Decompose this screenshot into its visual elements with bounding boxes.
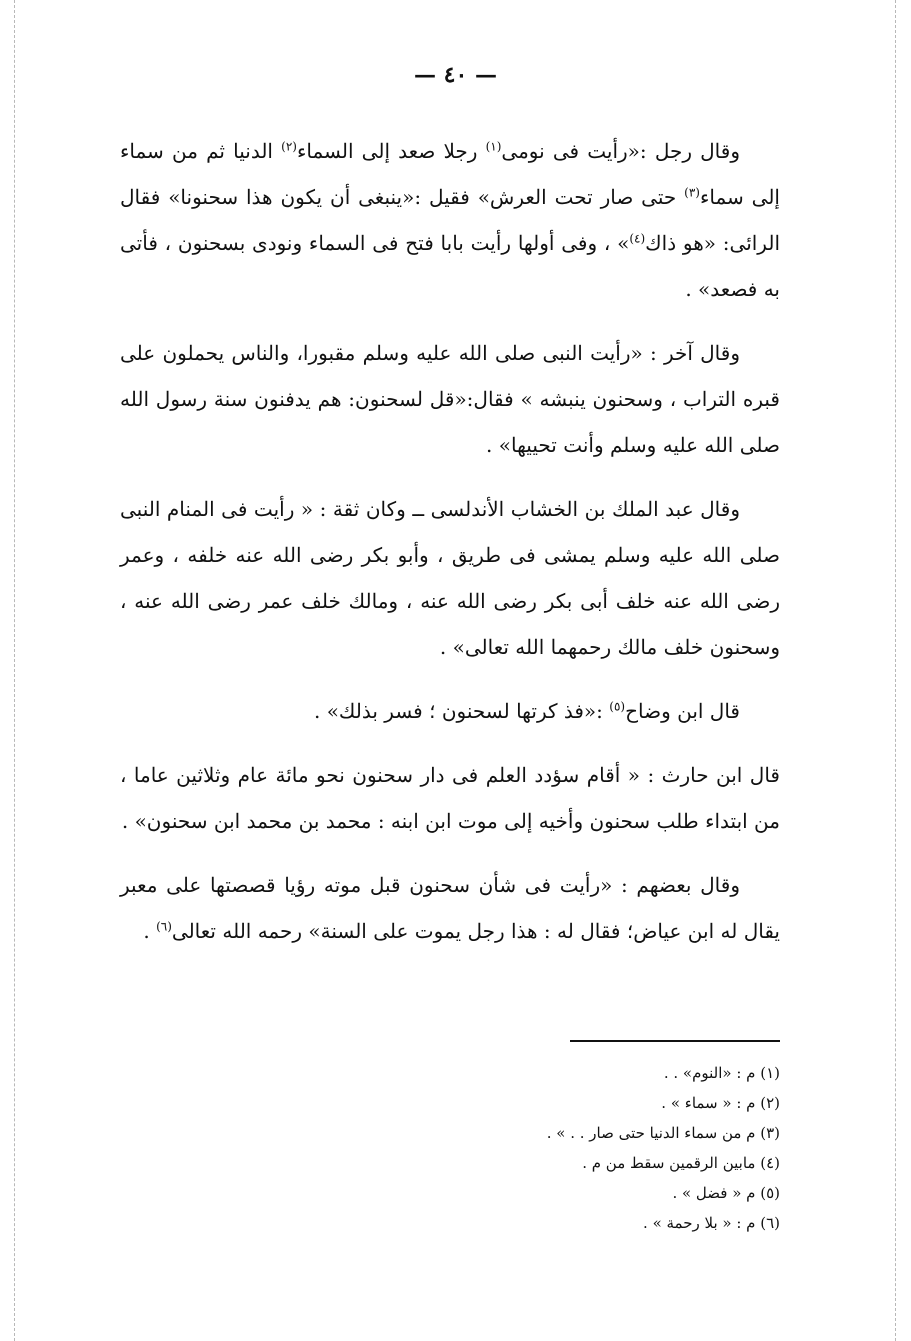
text-run: رجلا صعد إلى السماء <box>296 139 486 163</box>
footnote-divider <box>570 1040 780 1042</box>
paragraph <box>120 330 780 468</box>
main-text <box>120 128 780 972</box>
footnotes <box>400 1058 780 1238</box>
paragraph <box>120 752 780 844</box>
text-run: وقال آخر : «رأيت النبى صلى الله عليه وسلم مقبورا، والناس يحملون على قبره التراب ، وسحنون ينبشه » فقال:«قل لسحنون: هم يدفنون سنة رسول الله صلى الله عليه وسلم وأنت تحييها» . <box>120 341 780 457</box>
scan-edge-right <box>895 0 896 1341</box>
footnote-marker: (٣) <box>684 185 700 200</box>
footnote-marker: (٤) <box>629 231 646 246</box>
text-run: :«فذ كرتها لسحنون ؛ فسر بذلك» . <box>313 699 610 723</box>
footnote: (٤) مابين الرقمين سقط من م . <box>582 1154 780 1172</box>
paragraph <box>120 862 780 954</box>
footnote-marker: (٥) <box>609 699 626 714</box>
footnote: (٢) م : « سماء » . <box>661 1094 780 1112</box>
footnote: (٦) م : « بلا رحمة » . <box>643 1214 780 1232</box>
footnote: (١) م : «النوم» . . <box>663 1064 780 1082</box>
paragraph <box>120 486 780 670</box>
footnote: (٥) م « فضل » . <box>672 1184 780 1202</box>
text-run: » ، وفى أولها رأيت بابا فتح فى السماء ونودى بسحنون ، فأتى به فصعد» . <box>120 231 780 301</box>
text-run: وقال بعضهم : «رأيت فى شأن سحنون قبل موته رؤيا قصصتها على معبر يقال له ابن عياض؛ فقال له : هذا رجل يموت على السنة» رحمه الله تعالى <box>120 873 780 943</box>
text-run: وقال عبد الملك بن الخشاب الأندلسى ــ وكان ثقة : « رأيت فى المنام النبى صلى الله عليه وسلم يمشى فى طريق ، وأبو بكر رضى الله عنه خلفه ، وعمر رضى الله عنه خلف أبى بكر رضى الله عنه ، ومالك خلف عمر رضى الله عنه ، وسحنون خلف مالك رحمهما الله تعالى» . <box>120 497 780 659</box>
footnote-marker: (١) <box>485 139 502 154</box>
text-run: . <box>143 919 157 943</box>
text-run: قال ابن وضاح <box>625 699 740 723</box>
text-run: قال ابن حارث : « أقام سؤدد العلم فى دار سحنون نحو مائة عام وثلاثين عاما ، من ابتداء طلب سحنون وأخيه إلى موت ابن ابنه : محمد بن محمد ابن سحنون» . <box>120 763 780 833</box>
footnote-marker: (٢) <box>281 139 297 154</box>
paragraph <box>120 128 780 312</box>
paragraph <box>120 688 780 734</box>
text-run: الدنيا ثم من سماء إلى سماء <box>120 139 780 209</box>
text-run: وقال رجل :«رأيت فى نومى <box>501 139 740 163</box>
text-run: حتى صار تحت العرش» فقيل :«ينبغى أن يكون هذا سحنونا» فقال الرائى: «هو ذاك <box>120 185 780 255</box>
scan-edge-left <box>14 0 15 1341</box>
page-number: — ٤٠ — <box>414 62 497 88</box>
footnote: (٣) م من سماء الدنيا حتى صار . . » . <box>546 1124 780 1142</box>
footnote-marker: (٦) <box>156 919 172 934</box>
